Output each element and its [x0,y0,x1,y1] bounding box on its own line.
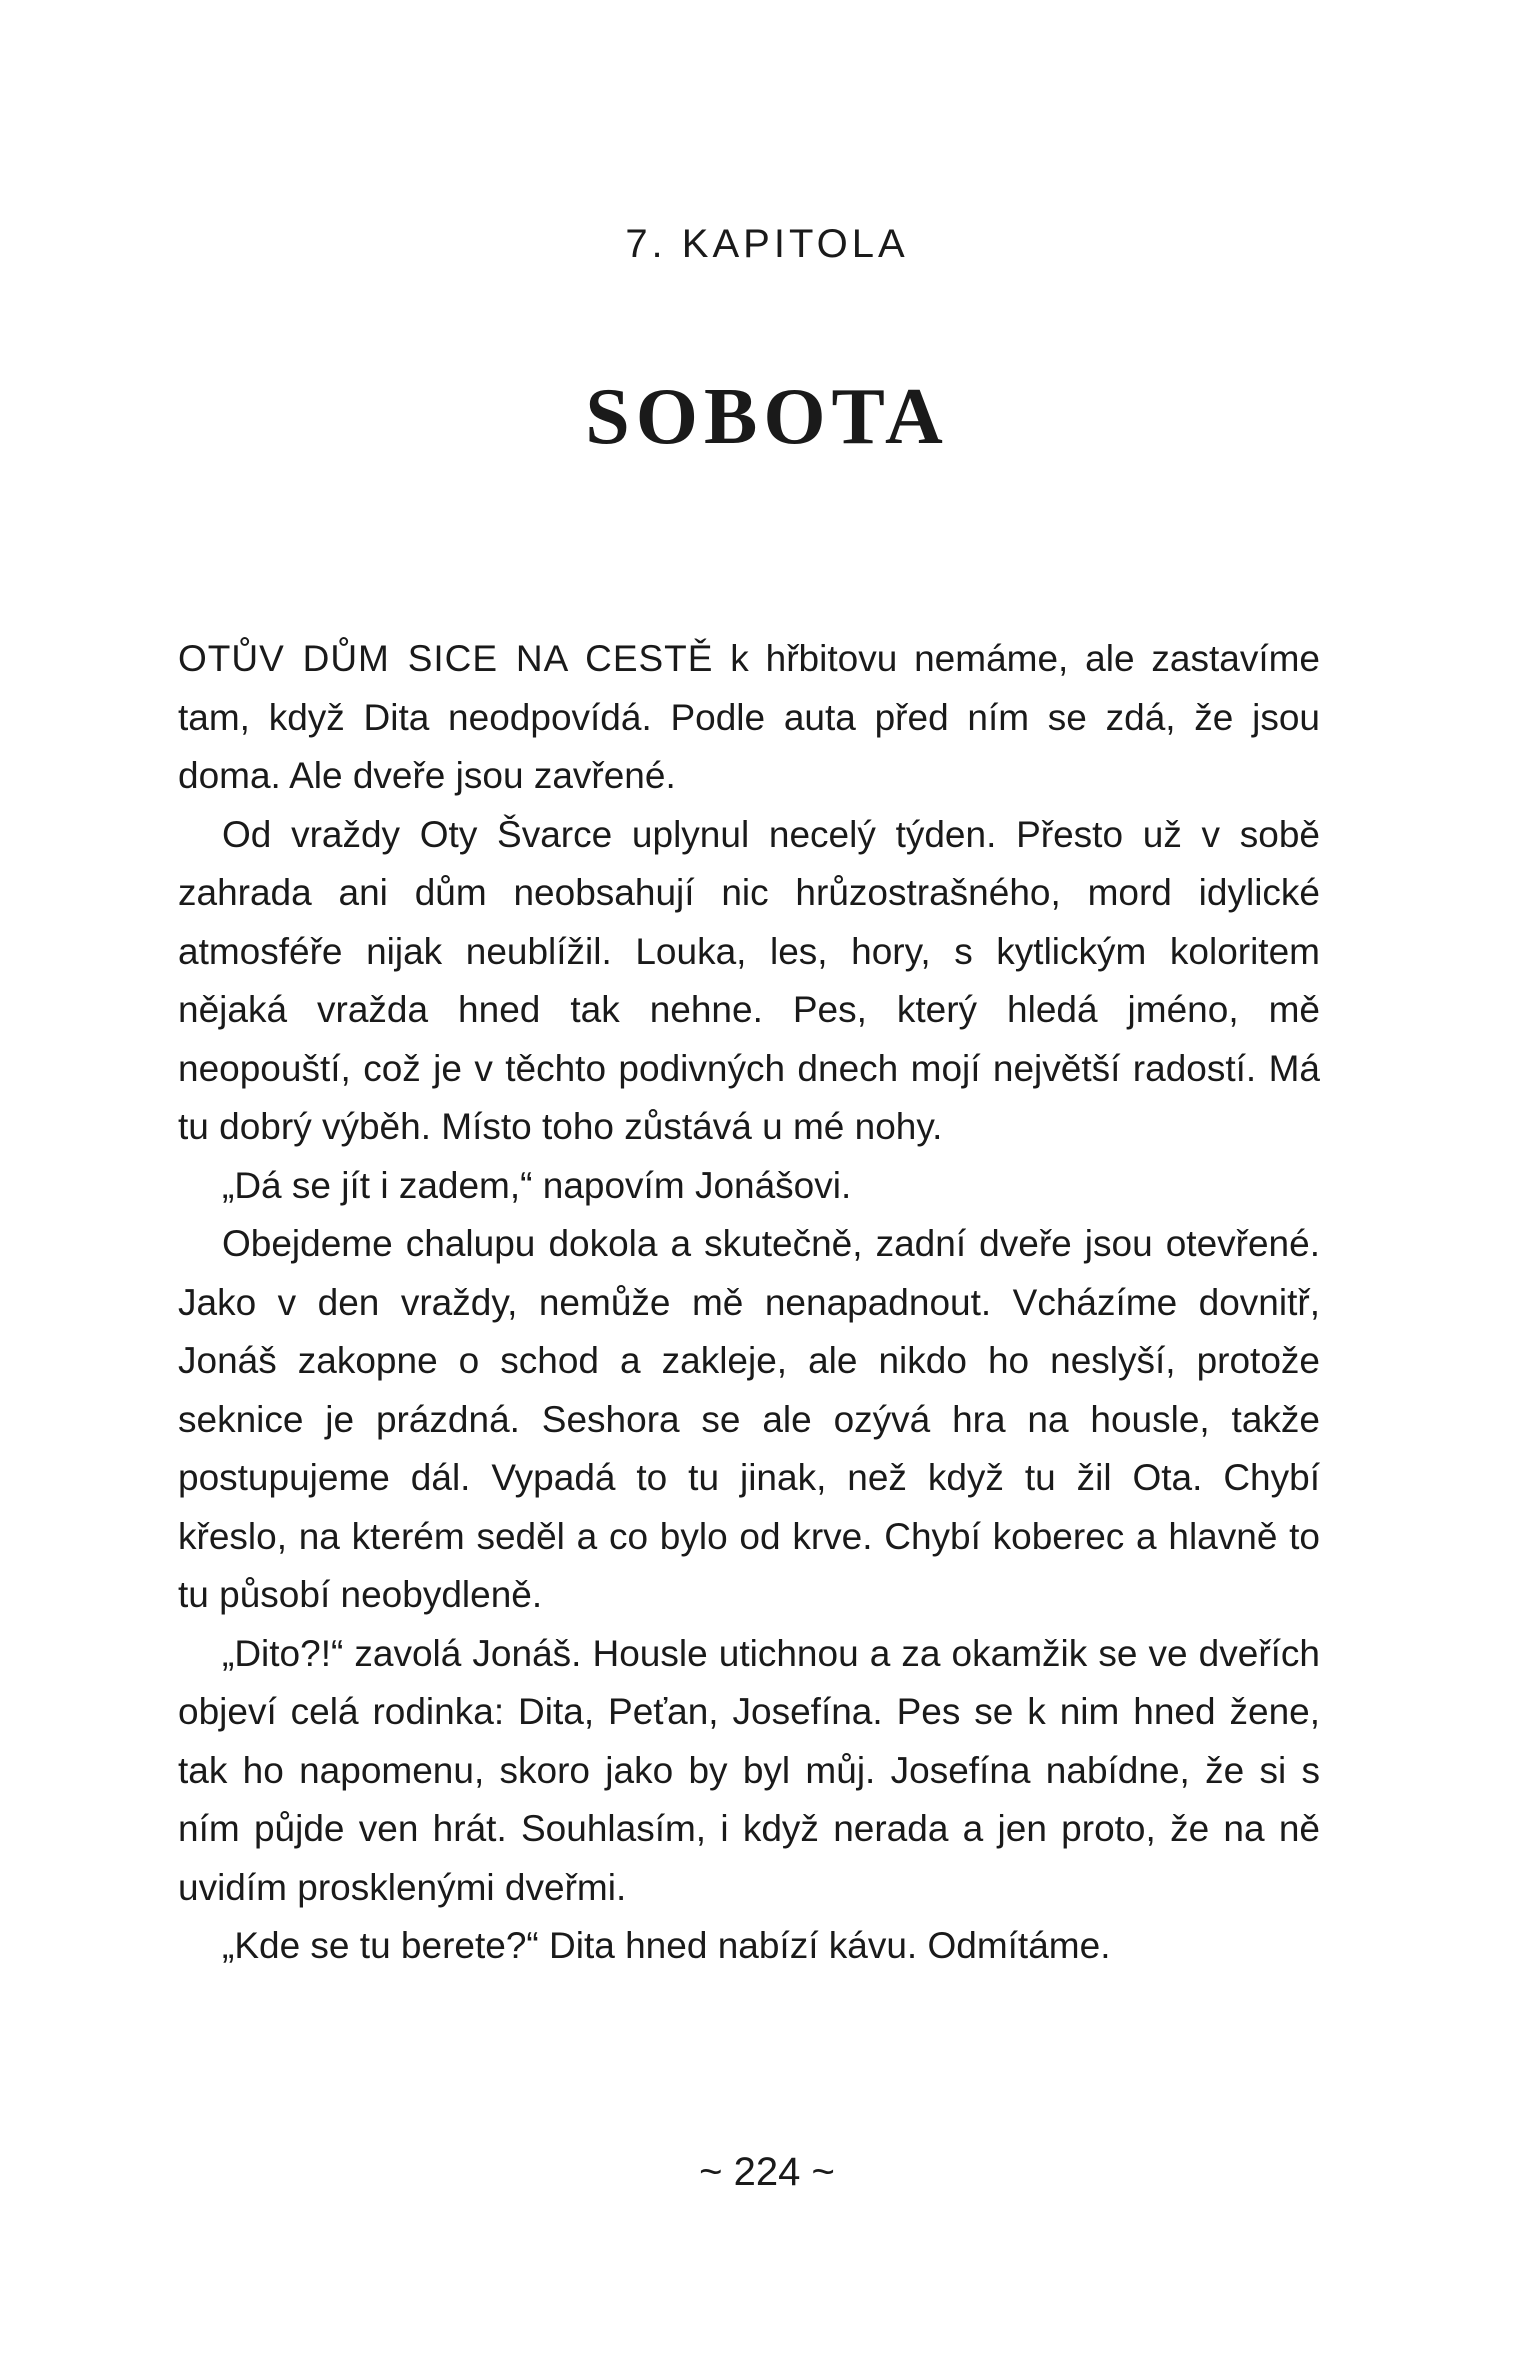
chapter-title: SOBOTA [585,373,949,461]
paragraph-2: Od vraždy Oty Švarce uplynul necelý týden. Přesto už v sobě zahrada ani dům neobsahují nic hrůzostrašného, mord idylické atmosféře nijak neublížil. Louka, les, hory, s kytlickým koloritem nějaká vražda hned tak nehne. Pes, který hledá jméno, mě neopouští, což je v těchto podivných dnech mojí největší radostí. Má tu dobrý výběh. Místo toho zůstává u mé nohy. [178,813,1320,1147]
paragraph-5: „Dito?!“ zavolá Jonáš. Housle utichnou a za okamžik se ve dveřích objeví celá rodinka: Dita, Peťan, Josefína. Pes se k nim hned žene, tak ho napomenu, skoro jako by byl můj. Josefína nabídne, že si s ním půjde ven hrát. Souhlasím, i když nerada a jen proto, že na ně uvidím prosklenými dveřmi. [178,1632,1320,1908]
paragraph-1 [178,630,1320,806]
page-number: ~ 224 ~ [699,2150,835,2194]
lead-in-smallcaps: OTŮV DŮM SICE NA CESTĚ [178,638,714,679]
paragraph-3: „Dá se jít i zadem,“ napovím Jonášovi. [222,1164,852,1206]
paragraph-1-text: k hřbitovu nemáme, ale zastavíme tam, když Dita neodpovídá. Podle auta před ním se zdá, že jsou doma. Ale dveře jsou zavřené. [178,638,1320,796]
paragraph-4: Obejdeme chalupu dokola a skutečně, zadní dveře jsou otevřené. Jako v den vraždy, nemůže mě nenapadnout. Vcházíme dovnitř, Jonáš zakopne o schod a zakleje, ale nikdo ho neslyší, protože seknice je prázdná. Seshora se ale ozývá hra na housle, takže postupujeme dál. Vypadá to tu jinak, než když tu žil Ota. Chybí křeslo, na kterém seděl a co bylo od krve. Chybí koberec a hlavně to tu působí neobydleně. [178,1223,1320,1615]
chapter-label: 7. KAPITOLA [625,222,909,266]
chapter-body [178,630,1320,1976]
paragraph-6: „Kde se tu berete?“ Dita hned nabízí kávu. Odmítáme. [222,1925,1111,1966]
